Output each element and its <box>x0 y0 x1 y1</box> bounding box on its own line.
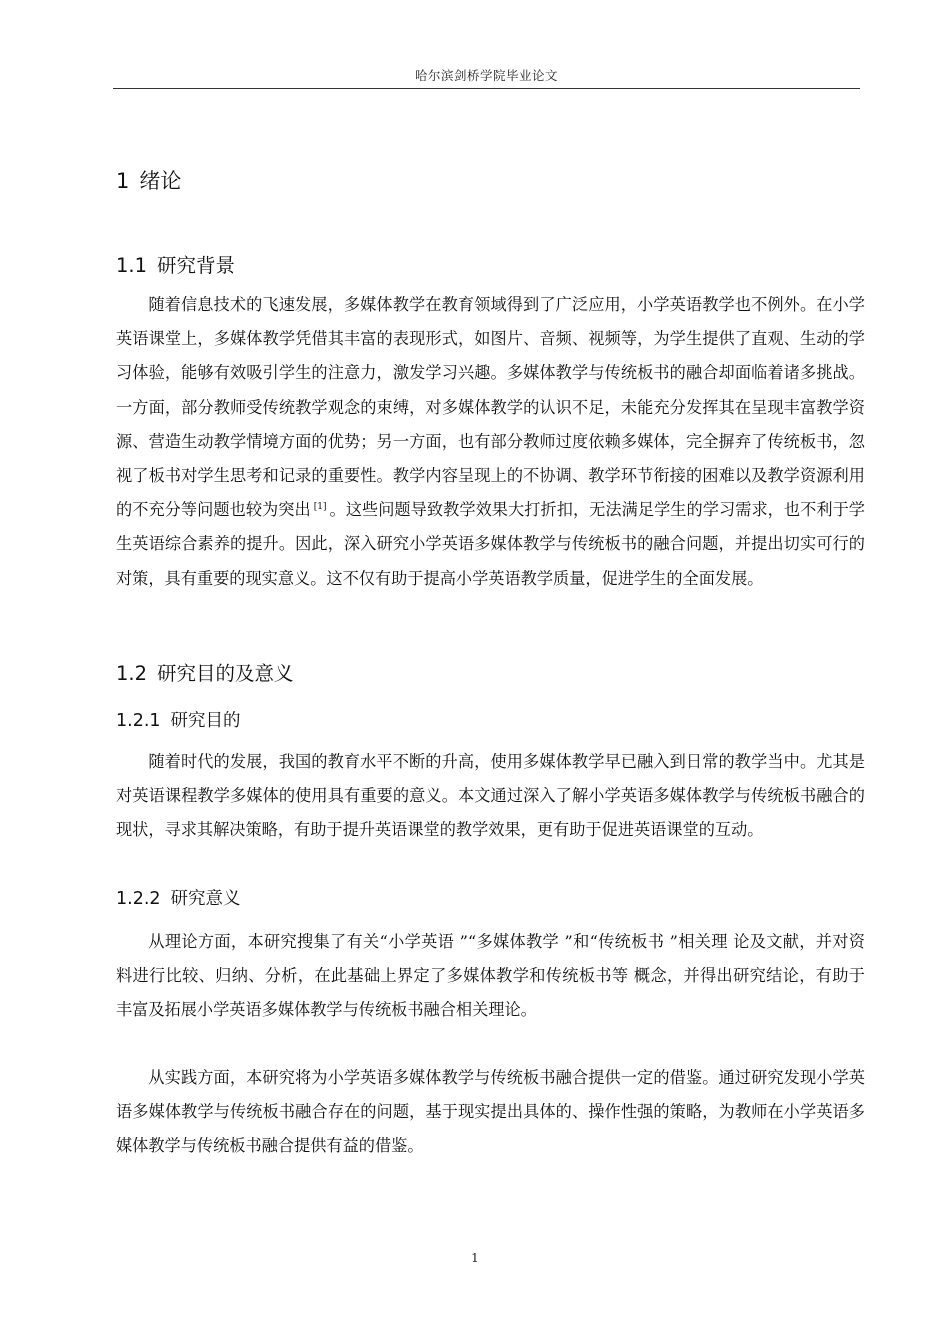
paragraph-practical-significance: 从实践方面，本研究将为小学英语多媒体教学与传统板书融合提供一定的借鉴。通过研究发现小学英语多媒体教学与传统板书融合存在的问题，基于现实提出具体的、操作性强的策略，为教师在小学英语多媒体教学与传统板书融合提供有益的借鉴。 <box>116 1068 865 1156</box>
subsection-title: 研究目的 <box>170 711 241 731</box>
chapter-heading <box>116 165 181 195</box>
chapter-number: 1 <box>116 169 130 193</box>
subsection-title: 研究意义 <box>170 889 241 909</box>
section-heading-1-2 <box>116 658 294 686</box>
paragraph-text: 。这些问题导致教学效果大打折扣，无法满足学生的学习需求，也不利于学生英语综合素养的提升。因此，深入研究小学英语多媒体教学与传统板书的融合问题，并提出切实可行的对策，具有重要的现实意义。这不仅有助于提高小学英语教学质量，促进学生的全面发展。 <box>116 500 865 588</box>
paragraph-text: 随着信息技术的飞速发展，多媒体教学在教育领域得到了广泛应用，小学英语教学也不例外。在小学英语课堂上，多媒体教学凭借其丰富的表现形式，如图片、音频、视频等，为学生提供了直观、生动的学习体验，能够有效吸引学生的注意力，激发学习兴趣。多媒体教学与传统板书的融合却面临着诸多挑战。一方面，部分教师受传统教学观念的束缚，对多媒体教学的认识不足，未能充分发挥其在呈现丰富教学资源、营造生动教学情境方面的优势；另一方面，也有部分教师过度依赖多媒体，完全摒弃了传统板书，忽视了板书对学生思考和记录的重要性。教学内容呈现上的不协调、教学环节衔接的困难以及教学资源利用的不充分等问题也较为突出 <box>116 295 865 520</box>
section-title: 研究目的及意义 <box>157 662 294 685</box>
paragraph-background <box>116 288 865 596</box>
subsection-number: 1.2.2 <box>116 889 161 909</box>
section-number: 1.2 <box>116 662 148 685</box>
paragraph-theoretical-significance: 从理论方面，本研究搜集了有关“小学英语 ”“多媒体教学 ”和“传统板书 ”相关理 论及文献，并对资料进行比较、归纳、分析，在此基础上界定了多媒体教学和传统板书等 概念，并得出研究结论，有助于丰富及拓展小学英语多媒体教学与传统板书融合相关理论。 <box>116 932 865 1020</box>
subsection-heading-1-2-2 <box>116 885 241 910</box>
running-header: 哈尔滨剑桥学院毕业论文 <box>414 68 558 83</box>
section-title: 研究背景 <box>157 254 236 277</box>
paragraph-purpose: 随着时代的发展，我国的教育水平不断的升高，使用多媒体教学早已融入到日常的教学当中。尤其是对英语课程教学多媒体的使用具有重要的意义。本文通过深入了解小学英语多媒体教学与传统板书融合的现状，寻求其解决策略，有助于提升英语课堂的教学效果，更有助于促进英语课堂的互动。 <box>116 752 865 840</box>
subsection-number: 1.2.1 <box>116 711 161 731</box>
page-number: 1 <box>471 1251 479 1265</box>
section-number: 1.1 <box>116 254 148 277</box>
chapter-title: 绪论 <box>139 169 182 193</box>
subsection-heading-1-2-1 <box>116 707 241 732</box>
header-rule <box>113 88 860 89</box>
section-heading-1-1 <box>116 250 235 278</box>
citation-marker: [1] <box>313 501 327 512</box>
